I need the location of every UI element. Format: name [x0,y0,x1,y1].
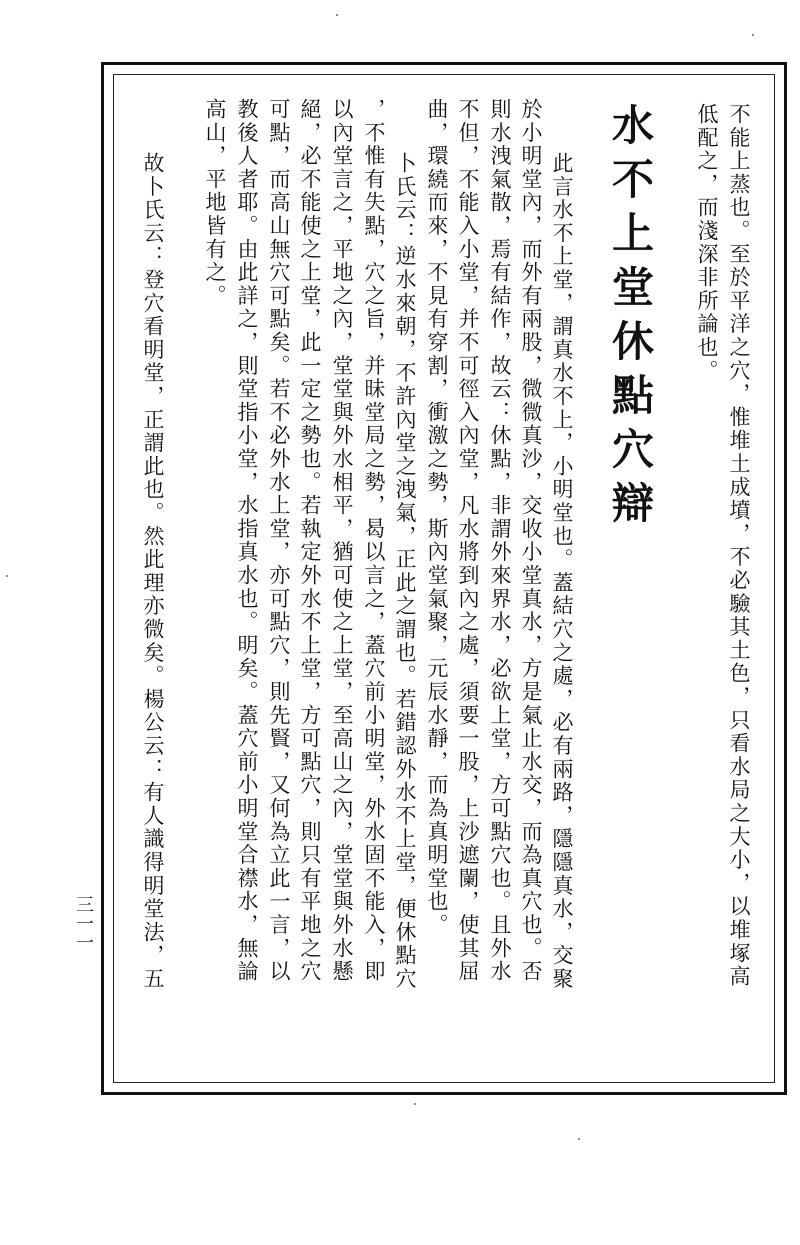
body-line-11: 教後人者耶。由此詳之，則堂指小堂，水指真水也。明矣。蓋穴前小明堂合襟水，無論 [235,98,259,984]
intro-line-2: 低配之，而淺深非所論也。 [695,103,719,383]
scan-speck [336,14,338,16]
body-line-8: 以內堂言之，平地之內，堂堂與外水相平，猶可使之上堂，至高山之內，堂堂與外水懸 [330,98,354,984]
body-line-2: 於小明堂內，而外有兩股，微微真沙，交收小堂真水，方是氣止水交，而為真穴也。否 [519,98,543,984]
body-line-1: 此言水不上堂，謂真水不上，小明堂也。蓋結穴之處，必有兩路，隱隱真水，交聚 [550,152,574,991]
scan-speck [6,575,8,577]
intro-line-1: 不能上蒸也。至於平洋之穴，惟堆土成墳，不必驗其土色，只看水局之大小，以堆塚高 [727,103,751,989]
body-line-3: 則水洩氣散，焉有結作，故云：休點，非謂外來界水，必欲上堂，方可點穴也。且外水 [488,98,512,984]
body-line-4: 不但，不能入小堂，并不可徑入內堂，凡水將到內之處，須要一股，上沙遮闌，使其屈 [456,98,480,984]
section-title: 水不上堂休點穴辯 [606,103,655,535]
body-line-10: 可點，而高山無穴可點矣。若不必外水上堂，亦可點穴，則先賢，又何為立此一言，以 [267,98,291,984]
closing-line: 故卜氏云：登穴看明堂，正謂此也。然此理亦微矣。楊公云：有人識得明堂法，五 [141,152,165,991]
body-line-6: 卜氏云：逆水來朝，不許內堂之洩氣，正此之謂也。若錯認外水不上堂，便休點穴 [393,152,417,991]
body-line-9: 絕，必不能使之上堂，此一定之勢也。若執定外水不上堂，方可點穴，則只有平地之穴 [298,98,322,984]
body-line-5: 曲，環繞而來，不見有穿割，衝激之勢，斯內堂氣聚，元辰水靜，而為真明堂也。 [425,98,449,937]
scan-speck [414,1103,416,1105]
body-line-7: ，不惟有失點，穴之旨，并昧堂局之勢，曷以言之，蓋穴前小明堂，外水固不能入，即 [362,98,386,984]
scan-speck [752,34,754,36]
body-line-12: 高山，平地皆有之。 [203,98,227,308]
page-number: 三一一 [73,895,94,952]
scan-speck [578,1138,580,1140]
